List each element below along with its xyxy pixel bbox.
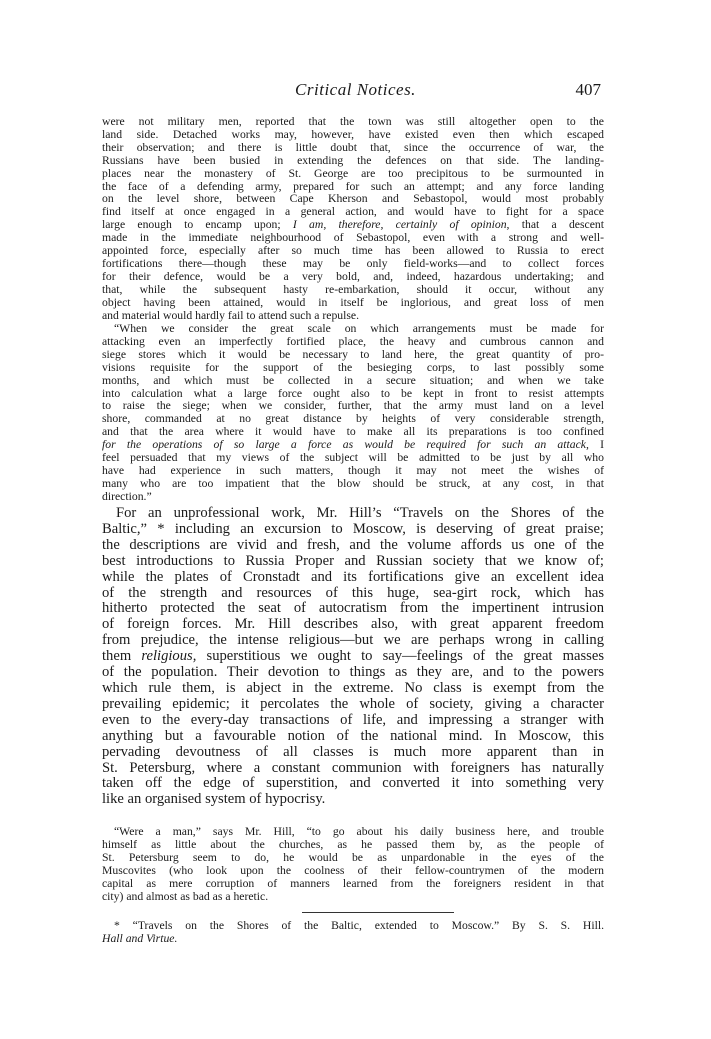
body-text	[102, 506, 604, 808]
text-line: For an unprofessional work, Mr. Hill’s “Travels on the Shores of the	[116, 505, 604, 521]
text-line: St. Petersburg, where a constant communion with foreigners has naturally	[102, 759, 604, 776]
text-line: St. Petersburg seem to do, he would be as unpardonable in the eyes of the	[102, 850, 604, 864]
text-line: Muscovites (who look upon the coolness of their fellow-countrymen of the modern	[102, 863, 604, 877]
text-line: their observation; and there is little doubt that, since the occurrence of war, the	[102, 140, 604, 154]
footnote	[102, 920, 604, 946]
text-line: for the operations of so large a force as would be required for such an attack, I	[102, 438, 604, 452]
quotation-block-2	[102, 323, 604, 504]
text-line: siege stores which it would be necessary to land here, the great quantity of pro-	[102, 347, 604, 361]
text-line: of the population. Their devotion to things as they are, and to the powers	[102, 664, 604, 681]
text-line: fortifications there—though these may be only field-works—and to collect forces	[102, 256, 604, 270]
text-line: the descriptions are vivid and fresh, and the volume affords us one of the	[102, 536, 604, 553]
page-number: 407	[575, 80, 601, 99]
text-line: best introductions to Russia Proper and Russian society that we know of;	[102, 552, 604, 569]
text-line: appointed force, especially after so much time has been allowed to Russia to erect	[102, 244, 604, 258]
text-line: object having been attained, would in itself be inglorious, and great loss of men	[102, 295, 604, 309]
body-paragraph	[102, 506, 604, 808]
text-line: feel persuaded that my views of the subject will be admitted to be just by all who	[102, 451, 604, 465]
text-line: while the plates of Cronstadt and its fortifications give an excellent idea	[102, 568, 604, 585]
quotation-paragraph-3	[102, 826, 604, 903]
text-line: were not military men, reported that the town was still altogether open to the	[102, 115, 604, 128]
quotation-paragraph-1	[102, 116, 604, 323]
quotation-block-1	[102, 116, 604, 323]
text-line: attacking even an imperfectly fortified place, the heavy and cumbrous cannon and	[102, 334, 604, 348]
text-line: months, and which must be collected in a secure situation; and when we take	[102, 373, 604, 387]
text-line: city) and almost as bad as a heretic.	[102, 889, 269, 903]
text-line: that, while the subsequent hasty re-embarkation, should it occur, without any	[102, 282, 604, 296]
running-title: Critical Notices.	[295, 80, 416, 99]
text-line: into calculation what a large force ought also to be kept in front to resist attempts	[102, 386, 604, 400]
text-line: find itself at once engaged in a general action, and would have to fight for a space	[102, 205, 604, 219]
text-line: “Were a man,” says Mr. Hill, “to go about his daily business here, and trouble	[114, 825, 604, 838]
text-line: capital as mere corruption of manners learned from the foreigners resident in that	[102, 876, 604, 890]
text-line: Baltic,” * including an excursion to Moscow, is deserving of great praise;	[102, 520, 604, 537]
text-line: from prejudice, the intense religious—but we are perhaps wrong in calling	[102, 632, 604, 649]
text-line: to raise the siege; when we consider, further, that the army must land on a level	[102, 399, 604, 413]
text-line: many who are too impatient that the blow should be struck, at any cost, in that	[102, 476, 604, 490]
text-line: himself as little about the churches, as he passed them by, as the people of	[102, 837, 604, 851]
text-line: direction.”	[102, 489, 152, 503]
text-line: large enough to encamp upon; I am, therefore, certainly of opinion, that a descent	[102, 218, 605, 232]
text-line: places near the monastery of St. George are too precipitous to be surmounted in	[102, 166, 604, 180]
text-line: for their defence, would be a very bold, and, indeed, hazardous undertaking; and	[102, 269, 604, 283]
quotation-block-3	[102, 826, 604, 903]
text-line: “When we consider the great scale on which arrangements must be made for	[114, 322, 604, 335]
text-line: made in the immediate neighbourhood of Sebastopol, even with a strong and well-	[102, 231, 604, 245]
text-line: have had experience in such matters, though it may not meet the wishes of	[102, 463, 604, 477]
text-line: of the strength and resources of this huge, sea-girt rock, which has	[102, 584, 604, 601]
footnote-separator	[302, 912, 454, 913]
text-line: which rule them, is abject in the extreme. No class is exempt from the	[102, 679, 604, 696]
text-line: and that the area where it would have to make all its preparations is too confined	[102, 425, 604, 439]
text-line: Russians have been busied in extending the defences on that side. The landing-	[102, 153, 604, 167]
text-line: hitherto protected the seat of autocratism from the impertinent intrusion	[102, 600, 604, 617]
text-line: * “Travels on the Shores of the Baltic, extended to Moscow.” By S. S. Hill.	[114, 919, 604, 932]
text-line: the face of a defending army, prepared for such an attempt; and any force landing	[102, 179, 604, 193]
text-line: anything but a favourable notion of the national mind. In Moscow, this	[102, 727, 604, 744]
text-line: pervading devoutness of all classes is much more apparent than in	[102, 743, 604, 760]
text-line: taken off the edge of superstition, and converted it into something very	[102, 775, 604, 792]
text-line: of foreign forces. Mr. Hill describes also, with great apparent freedom	[102, 616, 604, 633]
text-line: them religious, superstitious we ought to say—feelings of the great masses	[102, 648, 604, 665]
text-line: Hall and Virtue.	[102, 931, 178, 945]
text-line: like an organised system of hypocrisy.	[102, 791, 326, 808]
text-line: prevailing epidemic; it percolates the whole of society, giving a character	[102, 695, 604, 712]
page-header	[0, 80, 711, 104]
quotation-paragraph-2	[102, 323, 604, 504]
text-line: and material would hardly fail to attend such a repulse.	[102, 308, 360, 322]
text-line: shore, commanded at no great distance by heights of very considerable strength,	[102, 412, 604, 426]
text-line: visions requisite for the support of the besieging corps, to last possibly some	[102, 360, 604, 374]
text-line: even to the every-day transactions of life, and impressing a stranger with	[102, 711, 604, 728]
text-line: land side. Detached works may, however, have existed even then which escaped	[102, 127, 604, 141]
text-line: on the level shore, between Cape Kherson and Sebastopol, would most probably	[102, 192, 604, 206]
footnote-text	[102, 920, 604, 946]
